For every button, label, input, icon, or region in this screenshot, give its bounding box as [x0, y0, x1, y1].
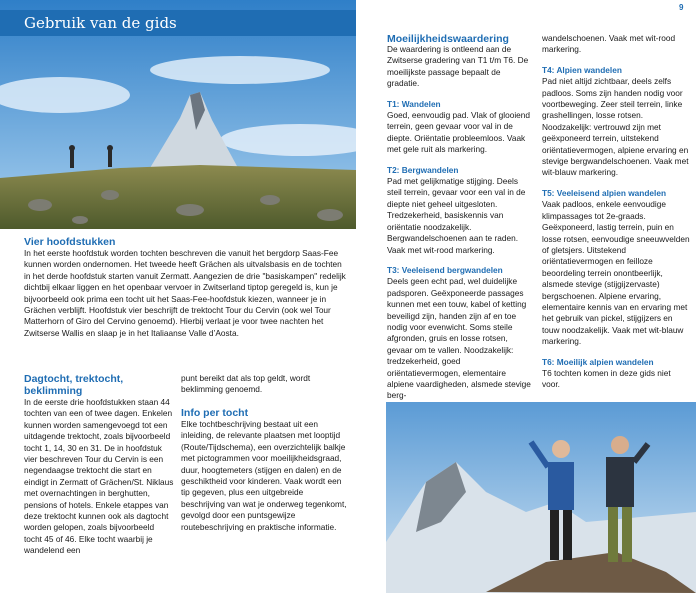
trip-types-text	[24, 397, 174, 557]
difficulty-column-2	[542, 33, 690, 391]
trip-types-heading: Dagtocht, trektocht, beklimming	[24, 373, 124, 397]
level-t1-text: Goed, eenvoudig pad. Vlak of glooiend terrein, geen gevaar voor val in de diepte. Oriëntatie probleemloos. Vaak met gele ruit als markering.	[387, 110, 530, 155]
level-t5-label: T5: Veeleisend alpien wandelen	[542, 187, 667, 198]
level-t1-label: T1: Wandelen	[387, 98, 441, 109]
intro-text	[24, 248, 346, 339]
trip-types-continued-paragraph: punt bereikt dat als top geldt, wordt beklimming genoemd.	[181, 373, 311, 395]
level-t4-text: Pad niet altijd zichtbaar, deels zelfs padloos. Soms zijn handen nodig voor voortbeweging. Zeer steil terrein, linke grashellingen, losse rotsen. Noodzakelijk: vertrouwd zijn met geëxponeerd terrein, uitstekend oriëntatievermogen, alpiene ervaring en stevige bergwandelschoenen. Vaak met wit-blauw markering.	[542, 76, 689, 178]
level-t3-label: T3: Veeleisend bergwandelen	[387, 264, 503, 275]
page-number-right: 9	[679, 3, 684, 12]
level-t6-label: T6: Moeilijk alpien wandelen	[542, 356, 654, 367]
info-paragraph: Elke tochtbeschrijving bestaat uit een inleiding, de relevante plaatsen met looptijd (Route/Tijdschema), een overzichtelijk balkje met pictogrammen voor moeilijkheidsgraad, duur, hoogtemeters (stijgen en dalen) en de geschiktheid voor kinderen. Vaak wordt een tip gegeven, plus een uitgebreide beschrijving van wat je onderweg tegenkomt, gevolgd door een puntsgewijze routebeschrijving en praktische informatie.	[181, 419, 347, 532]
section-header: Gebruik van de gids	[0, 10, 356, 36]
level-t5-text: Vaak padloos, enkele eenvoudige klimpassages tot 2e-graads. Geëxponeerd, lastig terrein, puin en losse rotsen, eenvoudige sneeuwvelden of gletsjers. Uitstekend oriëntatievermogen en feilloze beoordeling terrein onontbeerlijk, alsmede stevige (stijgijzervaste) bergschoenen. Alpiene ervaring, elementaire kennis van en ervaring met het gebruik van pickel, stijgijzers en touw noodzakelijk. Vaak met wit-blauw markering.	[542, 199, 690, 347]
level-t3-text: Deels geen echt pad, wel duidelijke padsporen. Geëxponeerde passages kunnen met een touw, kabel of ketting beveiligd zijn, handen zijn af en toe nodig voor evenwicht. Soms steile afgronden, gruis en losse rotsen, gevaar om te vallen. Noodzakelijk: tredzekerheid, goed oriëntatievermogen, elementaire alpiene vaardigheden, alsmede stevige berg-	[387, 276, 531, 401]
trip-types-continued	[181, 373, 347, 396]
info-text	[181, 419, 347, 533]
level-t6-text: T6 tochten komen in deze gids niet voor.	[542, 367, 671, 390]
level-t4-label: T4: Alpien wandelen	[542, 64, 622, 75]
intro-heading: Vier hoofdstukken	[24, 236, 116, 248]
difficulty-intro: De waardering is ontleend aan de Zwitserse gradering van T1 t/m T6. De moeilijkste passage bepaalt de gradatie.	[387, 44, 529, 89]
hikers-photo	[386, 402, 696, 593]
info-heading: Info per tocht	[181, 407, 249, 419]
level-t2-text: Pad met gelijkmatige stijging. Deels steil terrein, gevaar voor een val in de diepte niet geheel uitgesloten. Tredzekerheid, basiskennis van oriëntatie noodzakelijk. Bergwandelschoenen aan te raden. Vaak met wit-rood markering.	[387, 176, 526, 255]
intro-paragraph: In het eerste hoofdstuk worden tochten beschreven die vanuit het bergdorp Saas-Fee kunnen worden ondernomen. Het tweede heeft Grächen als uitvalsbasis en de tochten in het derde hoofdstuk starten vanuit Zermatt. Aangezien de drie "basiskampen" redelijk dichtbij elkaar liggen en het openbaar vervoer in Zwitserland tiptop geregeld is, kun je bijvoorbeeld ook prima een tocht uit het Saas-Fee-hoofdstuk kiezen, wanneer je in Grächen verblijft. Hoofdstuk vier beschrijft de trektocht Tour du Cervin (ook wel Tour Matterhorn of Giro del Cervino genoemd). Hierbij verlaat je voor twee nachten het Zwitserse Wallis en slaap je in het Italiaanse Valle d’Aosta.	[24, 248, 346, 338]
difficulty-heading: Moeilijkheidswaardering	[387, 33, 509, 45]
difficulty-column-1	[387, 44, 532, 402]
trip-types-paragraph: In de eerste drie hoofdstukken staan 44 tochten van een of twee dagen. Enkelen kunnen worden samengevoegd tot een uitdagende trektocht, zoals bijvoorbeeld tocht 1, 14, 30 en 31. De in hoofdstuk vier beschreven Tour du Cervin is een negendaagse trektocht die start en eindigt in Zermatt of Grächen/St. Niklaus met overnachtingen in berghutten, pensions of hotels. Enkele etappes van deze trektocht kunnen ook als dagtocht worden gelopen, zoals bijvoorbeeld tocht 45 of 46. Elke tocht waarbij je wandelend een	[24, 397, 174, 556]
level-t3-continued: wandelschoenen. Vaak met wit-rood markering.	[542, 33, 676, 55]
level-t2-label: T2: Bergwandelen	[387, 164, 459, 175]
